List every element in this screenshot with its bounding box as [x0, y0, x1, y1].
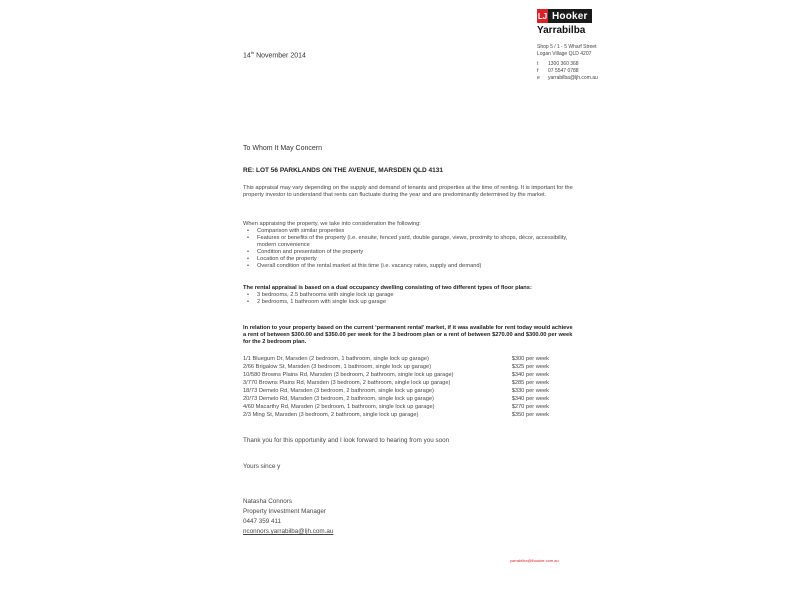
comparable-rent: $340 per week [511, 372, 549, 378]
date-day: 14 [243, 52, 251, 60]
comparable-property: 2/66 Brigalow St, Marsden (3 bedroom, 1 bathroom, single lock up garage) [243, 364, 432, 370]
signatory-name: Natasha Connors [243, 498, 293, 505]
comparable-rent: $270 per week [511, 404, 549, 410]
office-name: Yarrabilba [537, 25, 586, 36]
contact-label: f [537, 68, 539, 74]
table-row [243, 388, 549, 394]
signatory-phone: 0447 359 411 [243, 518, 282, 525]
list-item: • 3 bedrooms, 2.5 bathrooms with single lock up garage [243, 292, 573, 299]
considerations-section [243, 221, 573, 270]
contact-value: 07 5547 0788 [548, 68, 579, 74]
signoff: Yours since y [243, 463, 281, 470]
contact-fax [537, 68, 579, 74]
signatory-email-link[interactable]: nconnors.yarrabilba@ljh.com.au [243, 528, 334, 535]
comparable-property: 4/60 Macarthy Rd, Marsden (2 bedroom, 1 bathroom, single lock up garage) [243, 404, 435, 410]
comparable-rent: $300 per week [511, 356, 549, 362]
comparable-property: 3/770 Browns Plains Rd, Marsden (3 bedroom, 2 bathroom, single lock up garage) [243, 380, 451, 386]
comparable-rent: $340 per week [511, 396, 549, 402]
table-row [243, 380, 549, 386]
thanks-line: Thank you for this opportunity and I look forward to hearing from you soon [243, 437, 450, 444]
table-row [243, 404, 549, 410]
table-row [243, 412, 549, 418]
contact-value[interactable]: yarrabilba@ljh.com.au [548, 75, 598, 81]
footer-email[interactable]: yarrabilba@lhooker.com.au [510, 558, 559, 563]
table-row [243, 372, 549, 378]
date-rest: November 2014 [254, 52, 306, 60]
table-row [243, 364, 549, 370]
comparable-property: 20/73 Demelo Rd, Marsden (3 bedroom, 2 bathroom, single lock up garage) [243, 396, 434, 402]
comparable-property: 10/580 Browns Plains Rd, Marsden (3 bedroom, 2 bathroom, single lock up garage) [243, 372, 454, 378]
floorplan-section [243, 285, 573, 306]
list-item: • Overall condition of the rental market at this time (i.e. vacancy rates, supply and demand) [243, 263, 573, 270]
comparable-property: 2/3 Ming St, Marsden (3 bedroom, 2 bathroom, single lock up garage) [243, 412, 419, 418]
signature-block [243, 497, 333, 537]
address-line-2: Logan Village QLD 4207 [537, 51, 592, 57]
rent-statement: In relation to your property based on the current ‘permanent rental’ market, if it was available for rent today would achieve a rent of between $300.00 and $350.00 per week for the 3 bedroom plan or a rent of between $270.00 and $300.00 per week for the 2 bedroom plan. [243, 325, 573, 345]
letter-date [243, 50, 306, 59]
contact-value: 1300 360 368 [548, 61, 579, 67]
comparable-property: 18/73 Demelo Rd, Marsden (3 bedroom, 2 bathroom, single lock up garage) [243, 388, 434, 394]
list-item: • Features or benefits of the property (i.e. ensuite, fenced yard, double garage, views, proximity to shops, décor, accessibility, modern convenience [243, 235, 573, 249]
date-suffix: th [250, 50, 255, 55]
salutation: To Whom It May Concern [243, 145, 322, 152]
table-row [243, 396, 549, 402]
logo-mark: LJ [537, 9, 548, 23]
contact-label: e [537, 75, 540, 81]
list-item: • 2 bedrooms, 1 bathroom with single lock up garage [243, 299, 573, 306]
address-line-1: Shop 5 / 1 - 5 Wharf Street [537, 44, 597, 50]
comparable-rent: $330 per week [511, 388, 549, 394]
contact-email [537, 75, 598, 81]
table-row [243, 356, 549, 362]
comparable-rent: $350 per week [511, 412, 549, 418]
list-item: • Comparison with similar properties [243, 228, 573, 235]
intro-paragraph: This appraisal may vary depending on the supply and demand of tenants and properties at the time of renting. It is important for the property investor to understand that rents can fluctuate during the year and are predominantly determined by the market. [243, 185, 573, 198]
comparable-rent: $285 per week [511, 380, 549, 386]
letter-heading: RE: LOT 56 PARKLANDS ON THE AVENUE, MARSDEN QLD 4131 [243, 167, 443, 174]
list-item: • Condition and presentation of the property [243, 249, 573, 256]
floorplan-list [243, 292, 573, 306]
contact-phone [537, 61, 579, 67]
signatory-title: Property Investment Manager [243, 508, 326, 515]
contact-label: t [537, 61, 539, 67]
logo-text: Hooker [548, 9, 592, 23]
comparable-property: 1/1 Bluegum Dr, Marsden (2 bedroom, 1 bathroom, single lock up garage) [243, 356, 429, 362]
lj-hooker-logo [537, 9, 592, 23]
comparable-rent: $325 per week [511, 364, 549, 370]
considerations-list [243, 228, 573, 270]
floorplan-intro: The rental appraisal is based on a dual occupancy dwelling consisting of two different types of floor plans: [243, 285, 532, 291]
considerations-intro: When appraising the property, we take into consideration the following: [243, 221, 421, 227]
list-item: • Location of the property [243, 256, 573, 263]
